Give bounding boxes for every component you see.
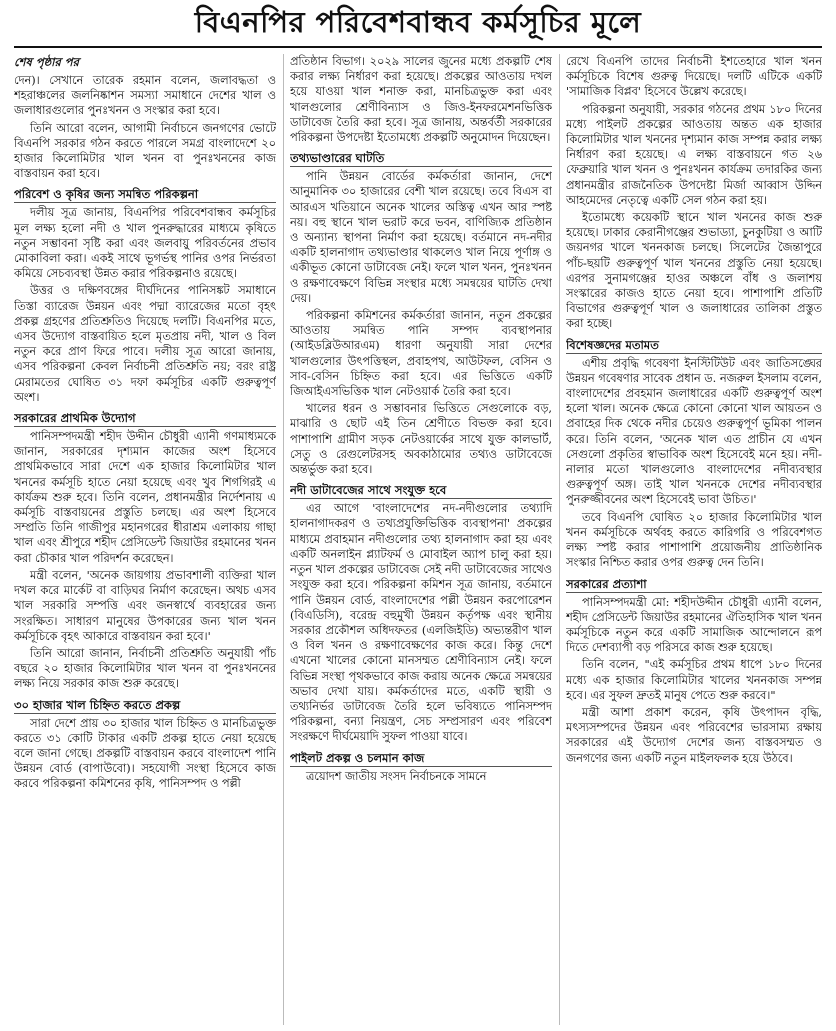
paragraph: তিনি বলেন, "এই কর্মসূচির প্রথম ধাপে ১৮০ দিনের মধ্যে এক হাজার কিলোমিটার খালের খননকাজ সম্পন্ন হবে। এর সুফল দ্রুতই মানুষ পেতে শুরু করবে।" <box>566 658 822 702</box>
paragraph: উত্তর ও দক্ষিণবঙ্গের দীর্ঘদিনের পানিসঙ্কট সমাধানে তিস্তা ব্যারেজ উন্নয়ন এবং পদ্মা ব্যারেজের মতো বৃহৎ প্রকল্প গ্রহণের প্রতিশ্রুতিও দিয়েছে দলটি। বিএনপির মতে, এসব উদ্যোগ বাস্তবায়িত হলে মৃতপ্রায় নদী, খাল ও বিল নতুন করে প্রাণ ফিরে পাবে। দলীয় সূত্র আরো জানায়, এসব পরিকল্পনা কেবল নির্বাচনী প্রতিশ্রুতি নয়; বরং রাষ্ট্র মেরামতের ঘোষিত ৩১ দফা কর্মসূচির একটি গুরুত্বপূর্ণ অংশ। <box>14 284 276 404</box>
article-column-3 <box>566 54 822 1027</box>
paragraph: দলীয় সূত্র জানায়, বিএনপির পরিবেশবান্ধব কর্মসূচির মূল লক্ষ্য হলো নদী ও খাল পুনরুদ্ধারের মাধ্যমে কৃষিতে নতুন সম্ভাবনা সৃষ্টি করা এবং জলবায়ু পরিবর্তনের প্রভাব মোকাবিলা করা। একই সাথে ভূগর্ভস্থ পানির ওপর নির্ভরতা কমিয়ে সেচব্যবস্থা উন্নত করার পরিকল্পনাও রয়েছে। <box>14 206 276 281</box>
paragraph: পানিসম্পদমন্ত্রী শহীদ উদ্দীন চৌধুরী এ্যানী গণমাধ্যমকে জানান, সরকারের দৃশ্যমান কাজের অংশ হিসেবে প্রাথমিকভাবে সারা দেশে এক হাজার কিলোমিটার খাল খননের কর্মসূচি হাতে নেয়া হয়েছে এবং খুব শিগগিরই এ কার্যক্রম শুরু হবে। তিনি বলেন, প্রধানমন্ত্রীর নির্দেশনায় এ কর্মসূচি বাস্তবায়নের প্রস্তুতি চলছে। এর অংশ হিসেবে সম্প্রতি তিনি গাজীপুর মহানগরের ধীরাশ্রম এলাকায় গাছা খাল এবং শ্রীপুরে শহীদ প্রেসিডেন্ট জিয়াউর রহমানের খনন করা চৌকার খাল পরিদর্শন করেছেন। <box>14 430 276 565</box>
headline: বিএনপির পরিবেশবান্ধব কর্মসূচির মূলে <box>14 2 822 48</box>
paragraph: তবে বিএনপি ঘোষিত ২০ হাজার কিলোমিটার খাল খনন কর্মসূচিকে অর্থবহ করতে কারিগরি ও পরিবেশগত লক্ষ্য স্পষ্ট করার পাশাপাশি প্রয়োজনীয় প্রাতিষ্ঠানিক সংস্কার নিশ্চিত করার ওপর গুরুত্ব দেন তিনি। <box>566 510 822 570</box>
paragraph: মন্ত্রী বলেন, 'অনেক জায়গায় প্রভাবশালী ব্যক্তিরা খাল দখল করে মার্কেট বা বাড়িঘর নির্মাণ করেছেন। অথচ এসব খাল সরকারি সম্পত্তি এবং জনস্বার্থে ব্যবহারের জন্য সংরক্ষিত। সাধারণ মানুষের উপকারের জন্য খাল খনন কর্মসূচিকে বৃহৎ আকারে বাস্তবায়ন করা হবে।' <box>14 568 276 643</box>
paragraph: মন্ত্রী আশা প্রকাশ করেন, কৃষি উৎপাদন বৃদ্ধি, মৎস্যসম্পদের উন্নয়ন এবং পরিবেশের ভারসাম্য রক্ষায় সরকারের এই উদ্যোগ দেশের জন্য বাস্তবসম্মত ও জনগণের জন্য একটি নতুন মাইলফলক হয়ে উঠবে। <box>566 705 822 765</box>
paragraph: এশীয় প্রবৃদ্ধি গবেষণা ইনস্টিটিউট এবং জাতিসঙ্ঘের উন্নয়ন গবেষণার সাবেক প্রধান ড. নজরুল ইসলাম বলেন, বাংলাদেশের প্রবহমান জলাধারের একটি গুরুত্বপূর্ণ অংশ হলো খাল। অনেক ক্ষেত্রে কোনো কোনো খাল আয়তন ও প্রবাহের দিক থেকে নদীর চেয়েও গুরুত্বপূর্ণ ভূমিকা পালন করে। তিনি বলেন, 'অনেক খাল এত প্রাচীন যে এখন সেগুলো প্রকৃতির স্বাভাবিক অংশ হিসেবেই মনে হয়। নদী-নালার মতো খালগুলোও বাংলাদেশের নদীব্যবস্থার গুরুত্বপূর্ণ অঙ্গ। তাই খাল খননকে দেশের নদীব্যবস্থার পুনরুজ্জীবনের অংশ হিসেবেই ভাবা উচিত।' <box>566 356 822 507</box>
column-divider <box>559 54 560 1025</box>
paragraph: দেন)। সেখানে তারেক রহমান বলেন, জলাবদ্ধতা ও শহরাঞ্চলের জলনিষ্কাশন সমস্যা সমাধানে দেশের খাল ও জলাধারগুলোর পুনঃখনন ও সংস্কার করা হবে। <box>14 74 276 118</box>
paragraph: খালের ধরন ও সম্ভাবনার ভিত্তিতে সেগুলোকে বড়, মাঝারি ও ছোট এই তিন শ্রেণীতে বিভক্ত করা হবে। পাশাপাশি গ্রামীণ সড়ক নেটওয়ার্কের সাথে যুক্ত কালভার্ট, সেতু ও রেগুলেটরসহ অবকাঠামোর তথ্যও ডাটাবেজে অন্তর্ভুক্ত করা হবে। <box>290 402 552 477</box>
paragraph: তিনি আরো জানান, নির্বাচনী প্রতিশ্রুতি অনুযায়ী পাঁচ বছরে ২০ হাজার কিলোমিটার খাল খনন বা পুনঃখননের লক্ষ্য নিয়ে সরকার কাজ শুরু করেছে। <box>14 646 276 691</box>
paragraph: তিনি আরো বলেন, আগামী নির্বাচনে জনগণের ভোটে বিএনপি সরকার গঠন করতে পারলে সমগ্র বাংলাদেশে ২০ হাজার কিলোমিটার খাল খনন বা পুনঃখননের কাজ বাস্তবায়ন করা হবে। <box>14 121 276 181</box>
paragraph: পানিসম্পদমন্ত্রী মো: শহীদউদ্দীন চৌধুরী এ্যানী বলেন, শহীদ প্রেসিডেন্ট জিয়াউর রহমানের ঐতিহাসিক খাল খনন কর্মসূচিকে নতুন করে একটি সামাজিক আন্দোলনে রূপ দিতে দেশব্যাপী বড় পরিসরে কাজ শুরু হয়েছে। <box>566 595 822 655</box>
paragraph: প্রতিষ্ঠান বিভাগ। ২০২৯ সালের জুনের মধ্যে প্রকল্পটি শেষ করার লক্ষ্য নির্ধারণ করা হয়েছে। প্রকল্পের আওতায় দখল হয়ে যাওয়া খাল শনাক্ত করা, মানচিত্রভুক্ত করা এবং খালগুলোর শ্রেণীবিন্যাস ও জিও-ইনফরমেশনভিত্তিক ডাটাবেজ তৈরি করা হবে। সূত্র জানায়, অন্তর্বর্তী সরকারের পরিকল্পনা উপদেষ্টা ইতোমধ্যে প্রকল্পটি অনুমোদন দিয়েছেন। <box>290 55 552 145</box>
paragraph: ইতোমধ্যে কয়েকটি স্থানে খাল খননের কাজ শুরু হয়েছে। ঢাকার কেরানীগঞ্জের শুভাড্যা, চুনকুটিয়া ও আটি জয়নগর খালে খননকাজ চলছে। সিলেটের জৈন্তাপুরে পাঁচ-ছয়টি গুরুত্বপূর্ণ খাল খননের প্রস্তুতি নেয়া হয়েছে। এরপর সুনামগঞ্জের হাওর অঞ্চলে বাঁধ ও জলাশয় সংস্কারের কাজও হাতে নেয়া হবে। পাশাপাশি প্রতিটি বিভাগের গুরুত্বপূর্ণ খাল ও জলাধারের তালিকা প্রস্তুত করা হচ্ছে। <box>566 211 822 331</box>
subheading: পরিবেশ ও কৃষির জন্য সমন্বিত পরিকল্পনা <box>14 186 276 203</box>
paragraph: পানি উন্নয়ন বোর্ডের কর্মকর্তারা জানান, দেশে আনুমানিক ৩০ হাজারের বেশী খাল রয়েছে। তবে বিএস বা আরএস খতিয়ানে অনেক খালের অস্তিত্ব এখন আর স্পষ্ট নয়। বহু স্থানে খাল ভরাট করে ভবন, বাণিজ্যিক প্রতিষ্ঠান ও অন্যান্য স্থাপনা নির্মাণ করা হয়েছে। বর্তমানে নদ-নদীর একটি হালনাগাদ তথ্যভাণ্ডার থাকলেও খাল নিয়ে পূর্ণাঙ্গ ও একীভূত কোনো ডাটাবেজ নেই। ফলে খাল খনন, পুনঃখনন ও রক্ষণাবেক্ষণে বিভিন্ন সংস্থার মধ্যে সমন্বয়ের ঘাটতি দেখা দেয়। <box>290 170 552 305</box>
paragraph: রেখে বিএনপি তাদের নির্বাচনী ইশতেহারে খাল খনন কর্মসূচিকে বিশেষ গুরুত্ব দিয়েছে। দলটি এটিকে একটি 'সামাজিক বিপ্লব' হিসেবে উল্লেখ করেছে। <box>566 55 822 99</box>
subheading: ৩০ হাজার খাল চিহ্নিত করতে প্রকল্প <box>14 697 276 714</box>
paragraph: ত্রয়োদশ জাতীয় সংসদ নির্বাচনকে সামনে <box>306 769 487 783</box>
column-divider <box>283 54 284 1025</box>
subheading: তথ্যভাণ্ডারের ঘাটতি <box>290 150 552 167</box>
subheading: সরকারের প্রত্যাশা <box>566 576 822 593</box>
subheading: নদী ডাটাবেজের সাথে সংযুক্ত হবে <box>290 482 552 499</box>
paragraph: এর আগে 'বাংলাদেশের নদ-নদীগুলোর তথ্যাদি হালনাগাদকরণ ও তথ্যপ্রযুক্তিভিত্তিক ব্যবস্থাপনা' প্রকল্পের মাধ্যমে প্রবাহমান নদীগুলোর তথ্য হালনাগাদ করা হয় এবং একটি অনলাইন প্ল্যাটফর্ম ও মোবাইল অ্যাপ চালু করা হয়। নতুন খাল প্রকল্পের ডাটাবেজ সেই নদী ডাটাবেজের সাথেও সংযুক্ত করা হবে। পরিকল্পনা কমিশন সূত্র জানায়, বর্তমানে পানি উন্নয়ন বোর্ড, বাংলাদেশের পল্লী উন্নয়ন করপোরেশন (বিএডিসি), বরেন্দ্র বহুমুখী উন্নয়ন কর্তৃপক্ষ এবং স্থানীয় সরকার প্রকৌশল অধিদফতর (এলজিইডি) অভ্যন্তরীণ খাল ও বিল খনন ও রক্ষণাবেক্ষণের কাজ করে। কিন্তু দেশে এখনো খালের কোনো মানসম্মত শ্রেণীবিন্যাস নেই। ফলে বিভিন্ন সংস্থা পৃথকভাবে কাজ করায় অনেক ক্ষেত্রে সমন্বয়ের অভাব দেখা যায়। কর্মকর্তাদের মতে, একটি স্থায়ী ও তথ্যনির্ভর ডাটাবেজ তৈরি হলে ভবিষ্যতে পানিসম্পদ পরিকল্পনা, বন্যা নিয়ন্ত্রণ, সেচ সম্প্রসারণ এবং পরিবেশ সংরক্ষণে দীর্ঘমেয়াদি সুফল পাওয়া যাবে। <box>290 502 552 744</box>
subheading: বিশেষজ্ঞদের মতামত <box>566 337 822 354</box>
paragraph: পরিকল্পনা অনুযায়ী, সরকার গঠনের প্রথম ১৮০ দিনের মধ্যে পাইলট প্রকল্পের আওতায় অন্তত এক হাজার কিলোমিটার খাল খননের দৃশ্যমান কাজ সম্পন্ন করার লক্ষ্য নির্ধারণ করা হয়েছে। এ লক্ষ্য বাস্তবায়নে গত ২৬ ফেব্রুয়ারি খাল খনন ও পুনঃখনন কার্যক্রম তদারকির জন্য প্রধানমন্ত্রীর রাজনৈতিক উপদেষ্টা মির্জা আব্বাস উদ্দিন আহমেদের নেতৃত্বে একটি সেল গঠন করা হয়। <box>566 102 822 207</box>
subheading: সরকারের প্রাথমিক উদ্যোগ <box>14 410 276 427</box>
article-column-1 <box>14 54 276 1027</box>
paragraph: সারা দেশে প্রায় ৩০ হাজার খাল চিহ্নিত ও মানচিত্রভুক্ত করতে ৩১ কোটি টাকার একটি প্রকল্প হাতে নেয়া হয়েছে বলে জানা গেছে। প্রকল্পটি বাস্তবায়ন করবে বাংলাদেশ পানি উন্নয়ন বোর্ড (বাপাউবো)। সহযোগী সংস্থা হিসেবে কাজ করবে পরিকল্পনা কমিশনের কৃষি, পানিসম্পদ ও পল্লী <box>14 716 276 791</box>
paragraph: পরিকল্পনা কমিশনের কর্মকর্তারা জানান, নতুন প্রকল্পের আওতায় সমন্বিত পানি সম্পদ ব্যবস্থাপনার (আইডব্লিউআরএম) ধারণা অনুযায়ী সারা দেশের খালগুলোর উৎপত্তিস্থল, প্রবাহপথ, আউটফল, বেসিন ও সাব-বেসিন চিহ্নিত করা হবে। এর ভিত্তিতে একটি জিআইএসভিত্তিক খাল নেটওয়ার্ক তৈরি করা হবে। <box>290 309 552 399</box>
continued-from-label: শেষ পৃষ্ঠার পর <box>14 55 79 69</box>
article-column-2 <box>290 54 552 1027</box>
subheading: পাইলট প্রকল্প ও চলমান কাজ <box>290 750 552 767</box>
